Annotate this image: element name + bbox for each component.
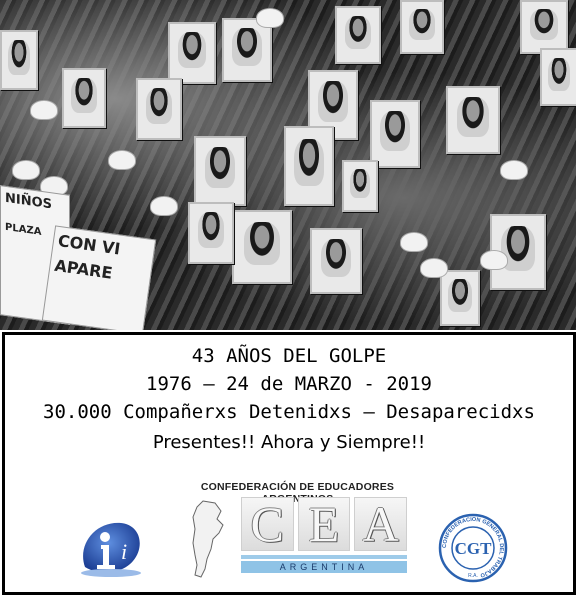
cgt-initials: R.A. [468, 573, 478, 579]
portrait-placard [0, 30, 38, 90]
portrait-placard [520, 0, 568, 54]
protest-banner [42, 225, 156, 330]
portrait-placard [370, 100, 420, 168]
flag-stripe [241, 555, 407, 559]
portrait-placard [232, 210, 292, 284]
portrait-placard [188, 202, 234, 264]
portrait-placard [136, 78, 182, 140]
ip-letter: i [121, 539, 128, 564]
commemoration-title: 43 AÑOS DEL GOLPE [191, 345, 387, 367]
portrait-placard [335, 6, 381, 64]
argentina-map-icon [181, 499, 237, 579]
cgt-letters: CGT [454, 539, 492, 558]
commemoration-slogan: Presentes!! Ahora y Siempre!! [152, 432, 426, 453]
cea-country: ARGENTINA [241, 561, 407, 573]
portrait-placard [284, 126, 334, 206]
white-scarf [150, 196, 178, 216]
portrait-placard [194, 136, 246, 206]
white-scarf [108, 150, 136, 170]
portrait-placard [62, 68, 106, 128]
white-scarf [12, 160, 40, 180]
cgt-ring-text: CONFEDERACION GENERAL DEL TRABAJO [441, 516, 505, 578]
white-scarf [480, 250, 508, 270]
cea-logo [241, 497, 407, 577]
white-scarf [500, 160, 528, 180]
banner-text: NIÑOS [5, 190, 53, 213]
portrait-placard [168, 22, 216, 84]
white-scarf [400, 232, 428, 252]
cgt-logo [438, 513, 508, 583]
white-scarf [420, 258, 448, 278]
banner-text: PLAZA [5, 221, 42, 238]
portrait-placard [310, 228, 362, 294]
white-scarf [256, 8, 284, 28]
banner-text: APARE [53, 255, 114, 283]
portrait-placard [446, 86, 500, 154]
caption-box [2, 332, 576, 595]
commemoration-date: 1976 – 24 de MARZO - 2019 [146, 373, 432, 395]
cea-letter: E [298, 497, 351, 551]
cea-header: CONFEDERACIÓN DE EDUCADORES [200, 481, 395, 493]
cea-letter: C [241, 497, 294, 551]
white-scarf [30, 100, 58, 120]
commemoration-subtitle: 30.000 Compañerxs Detenidxs – Desaparecidxs [43, 401, 535, 423]
banner-text: CON VI [56, 231, 122, 259]
ip-logo [75, 515, 145, 581]
portrait-placard [540, 48, 576, 106]
portrait-placard [400, 0, 444, 54]
portrait-placard [440, 270, 480, 326]
portrait-placard [342, 160, 378, 212]
cea-letter: A [354, 497, 407, 551]
cea-letters [241, 497, 407, 553]
